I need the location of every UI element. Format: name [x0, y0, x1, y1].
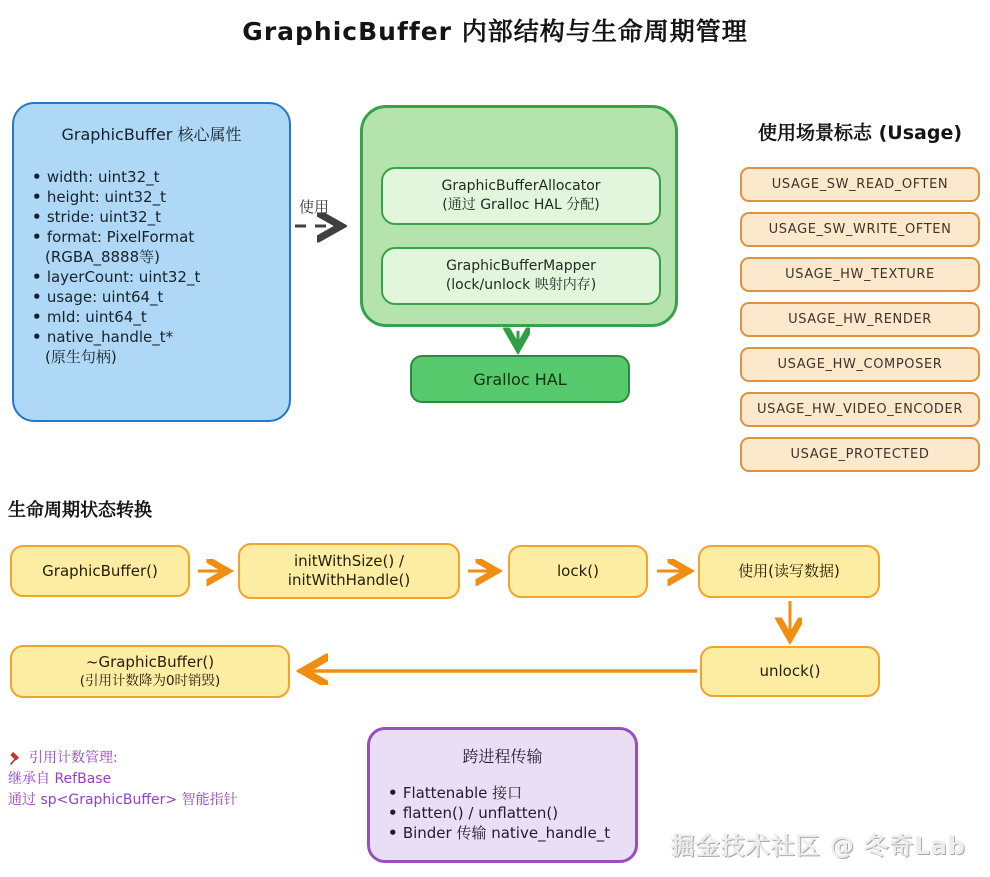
state-lock-box [508, 545, 648, 598]
usage-flag-box [740, 167, 980, 202]
ipc-box [367, 727, 638, 863]
attr-layercount: • layerCount: uint32_t [30, 267, 289, 287]
refcount-note [8, 748, 318, 811]
state-init-line2: initWithHandle() [287, 571, 411, 589]
watermark: 掘金技术社区 @ 冬奇Lab [670, 832, 966, 860]
allocator-mapper-container [360, 105, 678, 327]
usage-flag-label: USAGE_PROTECTED [790, 447, 930, 462]
state-unlock-box [700, 646, 880, 697]
usage-flag-label: USAGE_SW_READ_OFTEN [771, 177, 949, 192]
usage-arrow-label: 使用 [299, 198, 330, 216]
allocator-box [381, 167, 661, 225]
allocator-desc: (通过 Gralloc HAL 分配) [442, 197, 600, 213]
mapper-name: GraphicBufferMapper [446, 258, 596, 274]
refcount-note-line1 [8, 748, 318, 769]
refcount-note-title: 引用计数管理: [29, 750, 118, 766]
state-init-line1: initWithSize() / [293, 552, 405, 570]
state-unlock-label: unlock() [759, 662, 821, 680]
usage-flag-label: USAGE_HW_RENDER [788, 312, 932, 327]
pushpin-icon [8, 751, 23, 766]
usage-flags-panel [740, 118, 980, 482]
gralloc-hal-box [410, 355, 630, 403]
attr-format-note: (RGBA_8888等) [45, 248, 160, 266]
usage-flag-label: USAGE_HW_TEXTURE [785, 267, 935, 282]
refcount-note-line3: 通过 sp<GraphicBuffer> 智能指针 [8, 792, 238, 808]
state-init-box [238, 543, 460, 599]
usage-flag-box [740, 347, 980, 382]
state-use-box [698, 545, 880, 598]
ipc-title: 跨进程传输 [462, 747, 543, 766]
state-use-label: 使用(读写数据) [738, 562, 840, 580]
core-attributes-box [12, 102, 291, 422]
state-lock-label: lock() [557, 562, 599, 580]
attr-native-handle: • native_handle_t* [30, 327, 289, 347]
core-attributes-list [30, 167, 289, 367]
ipc-item-flatten: • flatten() / unflatten() [388, 803, 635, 823]
usage-flag-box [740, 257, 980, 292]
attr-format: • format: PixelFormat [30, 227, 289, 247]
mapper-desc: (lock/unlock 映射内存) [445, 277, 597, 293]
usage-flags-title: 使用场景标志 (Usage) [757, 122, 963, 144]
usage-flag-box [740, 392, 980, 427]
state-constructor-label: GraphicBuffer() [42, 561, 158, 580]
attr-stride: • stride: uint32_t [30, 207, 289, 227]
state-destructor-line2: (引用计数降为0时销毁) [79, 672, 221, 689]
lifecycle-section-title: 生命周期状态转换 [8, 500, 152, 521]
attr-mid: • mId: uint64_t [30, 307, 289, 327]
mapper-box [381, 247, 661, 305]
usage-flag-label: USAGE_HW_VIDEO_ENCODER [757, 402, 963, 417]
usage-flag-label: USAGE_SW_WRITE_OFTEN [768, 222, 952, 237]
attr-usage: • usage: uint64_t [30, 287, 289, 307]
attr-height: • height: uint32_t [30, 187, 289, 207]
ipc-list [388, 783, 635, 843]
state-constructor-box [10, 545, 190, 597]
state-destructor-box [10, 645, 290, 698]
attr-width: • width: uint32_t [30, 167, 289, 187]
ipc-item-flattenable: • Flattenable 接口 [388, 783, 635, 803]
allocator-name: GraphicBufferAllocator [441, 178, 601, 194]
core-attributes-title: GraphicBuffer 核心属性 [61, 125, 242, 144]
refcount-note-line2: 继承自 RefBase [8, 771, 112, 787]
gralloc-hal-label: Gralloc HAL [473, 369, 567, 389]
attr-native-handle-note: (原生句柄) [45, 348, 117, 366]
ipc-item-binder: • Binder 传输 native_handle_t [388, 823, 635, 843]
diagram-title: GraphicBuffer 内部结构与生命周期管理 [242, 17, 748, 46]
usage-flag-box [740, 212, 980, 247]
usage-flag-label: USAGE_HW_COMPOSER [777, 357, 943, 372]
usage-flag-box [740, 302, 980, 337]
usage-flag-box [740, 437, 980, 472]
state-destructor-line1: ~GraphicBuffer() [85, 652, 215, 671]
